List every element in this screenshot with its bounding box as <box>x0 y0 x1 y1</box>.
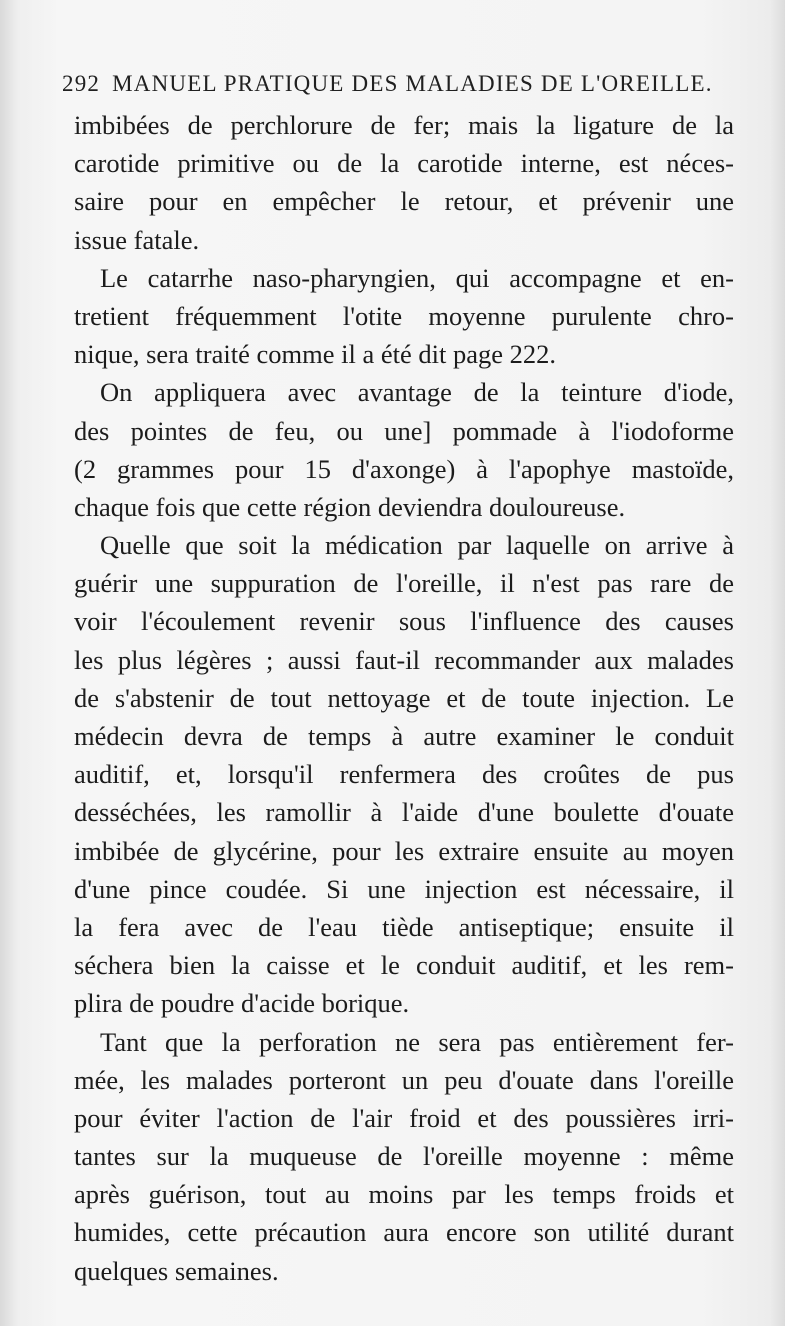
text-line: médecin devra de temps à autre examiner le conduit <box>74 721 734 751</box>
text-line: (2 grammes pour 15 d'axonge) à l'apophye mastoïde, <box>74 453 734 484</box>
text-line: des pointes de feu, ou une] pommade à l'iodoforme <box>74 415 734 446</box>
running-head <box>62 62 734 106</box>
text-line: issue fatale. <box>74 224 200 255</box>
text-line: d'une pince coudée. Si une injection est nécessaire, il <box>74 873 734 904</box>
text-line: plira de poudre d'acide borique. <box>74 988 410 1019</box>
text-line: après guérison, tout au moins par les temps froids et <box>74 1179 734 1210</box>
text-line: chaque fois que cette région deviendra douloureuse. <box>74 491 626 522</box>
text-line: carotide primitive ou de la carotide interne, est néces- <box>74 148 734 179</box>
text-line: nique, sera traité comme il a été dit page 222. <box>74 339 556 370</box>
text-line: imbibées de perchlorure de fer; mais la ligature de la <box>74 110 734 140</box>
page-text-block <box>62 62 734 1290</box>
paragraph-4 <box>74 526 734 1022</box>
text-line: les plus légères ; aussi faut-il recommander aux malades <box>74 644 734 675</box>
text-line: Le catarrhe naso-pharyngien, qui accompagne et en- <box>100 262 734 293</box>
text-line: la fera avec de l'eau tiède antiseptique; ensuite il <box>74 911 734 942</box>
text-line: Tant que la perforation ne sera pas entièrement fer- <box>100 1026 734 1057</box>
text-line: saire pour en empêcher le retour, et prévenir une <box>74 186 734 217</box>
text-line: Quelle que soit la médication par laquelle on arrive à <box>100 530 734 561</box>
text-line: On appliquera avec avantage de la teinture d'iode, <box>100 377 734 408</box>
paragraph-2 <box>74 259 734 374</box>
page-number: 292 <box>62 71 101 96</box>
paragraph-3 <box>74 373 734 526</box>
text-line: mée, les malades porteront un peu d'ouate dans l'oreille <box>74 1064 734 1095</box>
text-line: voir l'écoulement revenir sous l'influence des causes <box>74 606 734 637</box>
text-line: humides, cette précaution aura encore son utilité durant <box>74 1217 734 1248</box>
paragraph-1 <box>74 106 734 259</box>
text-line: pour éviter l'action de l'air froid et des poussières irri- <box>74 1102 734 1133</box>
text-line: tretient fréquemment l'otite moyenne purulente chro- <box>74 300 734 331</box>
running-head-title: MANUEL PRATIQUE DES MALADIES DE L'OREILLE. <box>112 71 713 96</box>
text-line: séchera bien la caisse et le conduit auditif, et les rem- <box>74 950 734 981</box>
text-line: quelques semaines. <box>74 1255 279 1286</box>
paragraph-5 <box>74 1023 734 1290</box>
text-line: tantes sur la muqueuse de l'oreille moyenne : même <box>74 1141 734 1172</box>
text-line: de s'abstenir de tout nettoyage et de toute injection. Le <box>74 682 734 713</box>
text-line: imbibée de glycérine, pour les extraire ensuite au moyen <box>74 835 734 866</box>
text-line: desséchées, les ramollir à l'aide d'une boulette d'ouate <box>74 797 734 828</box>
text-line: guérir une suppuration de l'oreille, il n'est pas rare de <box>74 568 734 599</box>
text-line: auditif, et, lorsqu'il renfermera des croûtes de pus <box>74 759 734 790</box>
